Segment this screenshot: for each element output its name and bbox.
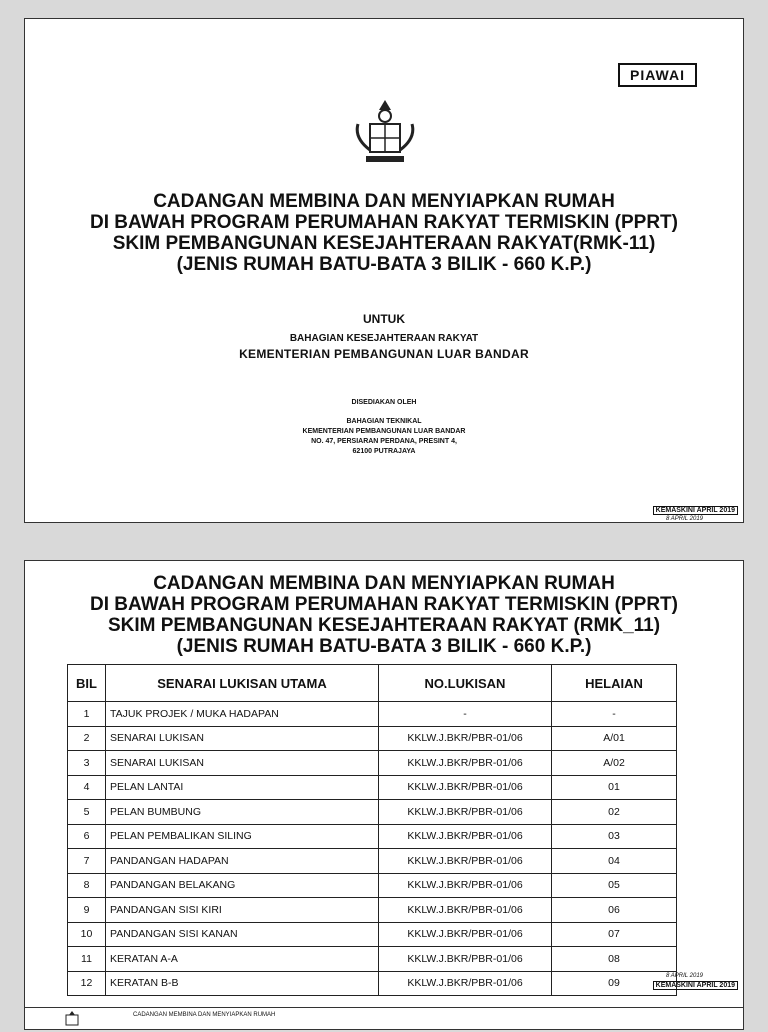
cell-bil: 5 <box>68 800 106 825</box>
cell-senarai: PELAN LANTAI <box>106 775 379 800</box>
table-row <box>68 775 677 800</box>
drawing-list-table <box>67 664 677 996</box>
cell-helaian: 05 <box>552 873 677 898</box>
header-bil: BIL <box>68 665 106 702</box>
cell-no-lukisan: KKLW.J.BKR/PBR-01/06 <box>379 898 552 923</box>
cover-sheet <box>24 18 744 523</box>
cell-bil: 10 <box>68 922 106 947</box>
cell-senarai: KERATAN B-B <box>106 971 379 996</box>
table-row <box>68 702 677 727</box>
cell-no-lukisan: KKLW.J.BKR/PBR-01/06 <box>379 775 552 800</box>
cell-helaian: A/02 <box>552 751 677 776</box>
coat-of-arms-icon <box>350 94 420 174</box>
cell-helaian: 08 <box>552 947 677 972</box>
cell-no-lukisan: KKLW.J.BKR/PBR-01/06 <box>379 726 552 751</box>
cover-title <box>25 191 743 275</box>
cell-helaian: A/01 <box>552 726 677 751</box>
cell-no-lukisan: KKLW.J.BKR/PBR-01/06 <box>379 971 552 996</box>
table-row <box>68 824 677 849</box>
list-title-line: (JENIS RUMAH BATU-BATA 3 BILIK - 660 K.P.) <box>176 636 592 657</box>
cell-bil: 11 <box>68 947 106 972</box>
cell-no-lukisan: KKLW.J.BKR/PBR-01/06 <box>379 947 552 972</box>
cell-bil: 4 <box>68 775 106 800</box>
cell-no-lukisan: KKLW.J.BKR/PBR-01/06 <box>379 751 552 776</box>
cell-helaian: - <box>552 702 677 727</box>
list-title-line: SKIM PEMBANGUNAN KESEJAHTERAAN RAKYAT (RMK_11) <box>107 615 661 636</box>
table-row <box>68 873 677 898</box>
address-line: 62100 PUTRAJAYA <box>352 448 416 455</box>
cover-title-line: SKIM PEMBANGUNAN KESEJAHTERAAN RAKYAT(RMK-11) <box>112 233 656 254</box>
drawing-list-sheet <box>24 560 744 1030</box>
header-no-lukisan: NO.LUKISAN <box>379 665 552 702</box>
cell-senarai: SENARAI LUKISAN <box>106 726 379 751</box>
cell-no-lukisan: KKLW.J.BKR/PBR-01/06 <box>379 824 552 849</box>
cell-no-lukisan: KKLW.J.BKR/PBR-01/06 <box>379 849 552 874</box>
table-row <box>68 971 677 996</box>
title-block-strip <box>25 1007 743 1032</box>
cover-title-line: CADANGAN MEMBINA DAN MENYIAPKAN RUMAH <box>153 191 615 212</box>
kementerian-label: KEMENTERIAN PEMBANGUNAN LUAR BANDAR <box>239 347 529 361</box>
address-line: KEMENTERIAN PEMBANGUNAN LUAR BANDAR <box>302 428 466 435</box>
piawai-stamp: PIAWAI <box>618 63 697 87</box>
table-row <box>68 751 677 776</box>
cell-bil: 1 <box>68 702 106 727</box>
strip-title: CADANGAN MEMBINA DAN MENYIAPKAN RUMAH <box>133 1012 276 1018</box>
header-helaian: HELAIAN <box>552 665 677 702</box>
table-row <box>68 726 677 751</box>
prepared-by-label: DISEDIAKAN OLEH <box>351 399 417 406</box>
table-row <box>68 800 677 825</box>
cell-helaian: 07 <box>552 922 677 947</box>
cell-senarai: PANDANGAN HADAPAN <box>106 849 379 874</box>
cell-senarai: PELAN BUMBUNG <box>106 800 379 825</box>
update-stamp: KEMASKINI APRIL 2019 <box>653 506 738 515</box>
cell-helaian: 01 <box>552 775 677 800</box>
cover-title-line: DI BAWAH PROGRAM PERUMAHAN RAKYAT TERMISKIN (PPRT) <box>90 212 678 233</box>
address-line: BAHAGIAN TEKNIKAL <box>346 418 422 425</box>
cell-senarai: PELAN PEMBALIKAN SILING <box>106 824 379 849</box>
signature: 8 APRIL 2019 <box>665 516 703 522</box>
table-row <box>68 922 677 947</box>
cell-senarai: PANDANGAN SISI KIRI <box>106 898 379 923</box>
cell-helaian: 06 <box>552 898 677 923</box>
cell-senarai: SENARAI LUKISAN <box>106 751 379 776</box>
cell-helaian: 04 <box>552 849 677 874</box>
cell-bil: 6 <box>68 824 106 849</box>
cell-no-lukisan: KKLW.J.BKR/PBR-01/06 <box>379 922 552 947</box>
address-block <box>25 417 743 457</box>
cell-bil: 2 <box>68 726 106 751</box>
address-line: NO. 47, PERSIARAN PERDANA, PRESINT 4, <box>311 438 457 445</box>
cell-helaian: 09 <box>552 971 677 996</box>
untuk-label: UNTUK <box>363 312 405 326</box>
cell-bil: 7 <box>68 849 106 874</box>
cell-bil: 9 <box>68 898 106 923</box>
update-stamp: KEMASKINI APRIL 2019 <box>653 981 738 990</box>
table-row <box>68 947 677 972</box>
cell-senarai: PANDANGAN BELAKANG <box>106 873 379 898</box>
table-row <box>68 849 677 874</box>
cell-no-lukisan: - <box>379 702 552 727</box>
list-title-line: DI BAWAH PROGRAM PERUMAHAN RAKYAT TERMISKIN (PPRT) <box>90 594 678 615</box>
cover-title-line: (JENIS RUMAH BATU-BATA 3 BILIK - 660 K.P.) <box>176 254 592 275</box>
bahagian-label: BAHAGIAN KESEJAHTERAAN RAKYAT <box>289 333 479 344</box>
header-senarai: SENARAI LUKISAN UTAMA <box>106 665 379 702</box>
cell-senarai: PANDANGAN SISI KANAN <box>106 922 379 947</box>
cell-no-lukisan: KKLW.J.BKR/PBR-01/06 <box>379 873 552 898</box>
cell-bil: 12 <box>68 971 106 996</box>
cell-bil: 8 <box>68 873 106 898</box>
cell-senarai: TAJUK PROJEK / MUKA HADAPAN <box>106 702 379 727</box>
cell-no-lukisan: KKLW.J.BKR/PBR-01/06 <box>379 800 552 825</box>
cell-helaian: 02 <box>552 800 677 825</box>
list-title-line: CADANGAN MEMBINA DAN MENYIAPKAN RUMAH <box>153 573 615 594</box>
list-title <box>25 573 743 657</box>
coat-of-arms-icon <box>60 1011 84 1029</box>
cell-helaian: 03 <box>552 824 677 849</box>
signature: 8 APRIL 2019 <box>665 973 703 979</box>
cell-bil: 3 <box>68 751 106 776</box>
cell-senarai: KERATAN A-A <box>106 947 379 972</box>
table-row <box>68 898 677 923</box>
